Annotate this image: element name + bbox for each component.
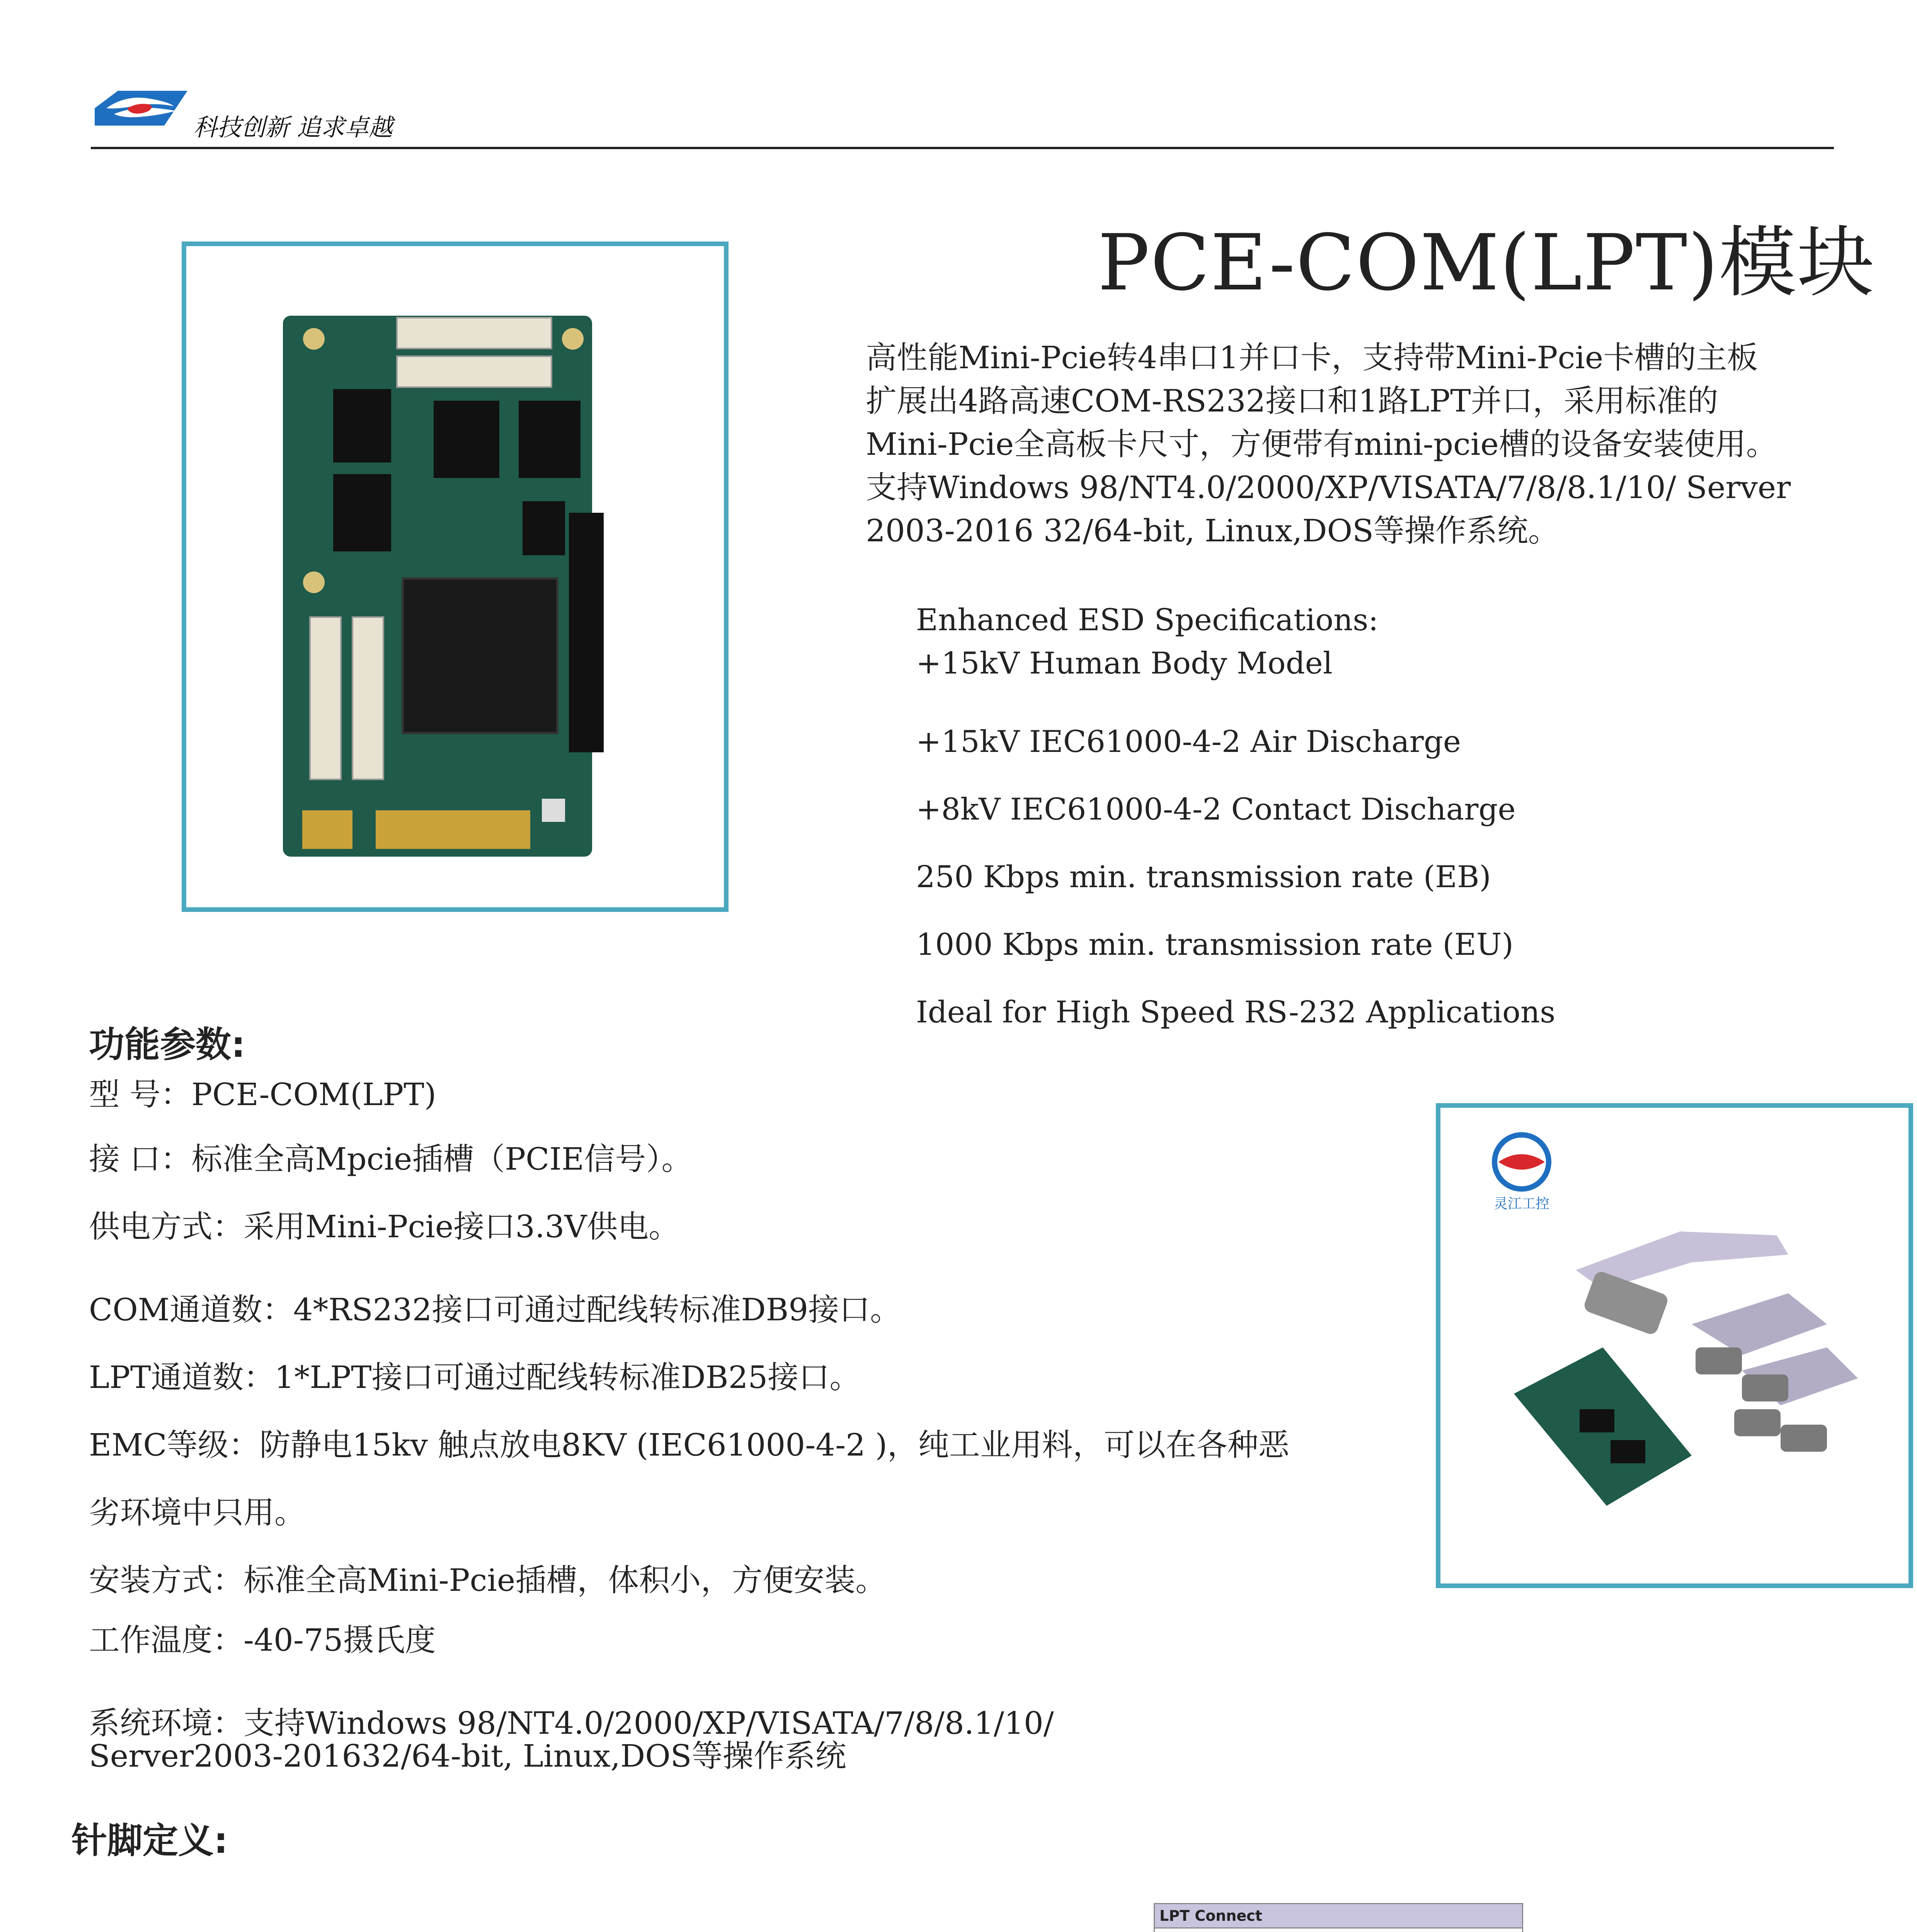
spec-line: 250 Kbps min. transmission rate (EB)	[916, 860, 1491, 895]
spec-line: +8kV IEC61000-4-2 Contact Discharge	[916, 792, 1516, 827]
board-image-frame	[182, 242, 729, 912]
spec-line: +15kV IEC61000-4-2 Air Discharge	[916, 724, 1461, 759]
lpt-col-signal-b	[1391, 1929, 1522, 1932]
pins-heading: 针脚定义:	[72, 1820, 228, 1861]
param-model: 型 号：PCE-COM(LPT)	[89, 1077, 436, 1112]
header-slogan: 科技创新 追求卓越	[193, 113, 393, 141]
param-install: 安装方式：标准全高Mini-Pcie插槽，体积小，方便安装。	[89, 1562, 887, 1598]
param-emc: EMC等级：防静电15kv 触点放电8KV (IEC61000-4-2 )，纯工业用料，可以在各种恶	[89, 1427, 1289, 1463]
lpt-table-title: LPT Connect	[1155, 1904, 1522, 1929]
spec-line: 1000 Kbps min. transmission rate (EU)	[916, 927, 1514, 962]
product-title: PCE-COM(LPT)模块	[1098, 218, 1875, 308]
param-com: COM通道数：4*RS232接口可通过配线转标准DB9接口。	[89, 1292, 901, 1328]
spec-line: +15kV Human Body Model	[916, 646, 1333, 681]
lpt-col-signal-a	[1196, 1929, 1350, 1932]
lpt-col-pin-b	[1350, 1929, 1391, 1932]
param-temp: 工作温度：-40-75摄氏度	[89, 1622, 436, 1658]
intro-line: 支持Windows 98/NT4.0/2000/XP/VISATA/7/8/8.1/10/ Server	[866, 469, 1791, 505]
param-os-cont: Server2003-201632/64-bit, Linux,DOS等操作系统	[89, 1738, 846, 1774]
cable-product-image	[1440, 1108, 1908, 1583]
company-logo	[91, 87, 191, 129]
intro-line: 2003-2016 32/64-bit, Linux,DOS等操作系统。	[866, 513, 1559, 549]
lpt-col-pin-a	[1155, 1929, 1196, 1932]
param-power: 供电方式：采用Mini-Pcie接口3.3V供电。	[89, 1209, 680, 1245]
lpt-pin-table	[1154, 1903, 1523, 1932]
cable-logo-text: 灵江工控	[1493, 1196, 1550, 1212]
spec-line: Ideal for High Speed RS-232 Applications	[916, 995, 1556, 1030]
param-os: 系统环境：支持Windows 98/NT4.0/2000/XP/VISATA/7/8/8.1/10/	[89, 1705, 1054, 1741]
pcb-board-image	[186, 246, 724, 907]
cable-image-frame	[1436, 1103, 1913, 1588]
spec-line: Enhanced ESD Specifications:	[916, 603, 1379, 638]
param-emc-cont: 劣环境中只用。	[89, 1495, 305, 1531]
intro-line: 扩展出4路高速COM-RS232接口和1路LPT并口，采用标准的	[866, 383, 1718, 419]
header-divider	[91, 147, 1834, 149]
intro-line: Mini-Pcie全高板卡尺寸，方便带有mini-pcie槽的设备安装使用。	[866, 426, 1777, 462]
params-heading: 功能参数:	[89, 1024, 245, 1065]
param-interface: 接 口：标准全高Mpcie插槽（PCIE信号）。	[89, 1141, 693, 1177]
param-lpt: LPT通道数：1*LPT接口可通过配线转标准DB25接口。	[89, 1359, 861, 1395]
intro-line: 高性能Mini-Pcie转4串口1并口卡，支持带Mini-Pcie卡槽的主板	[866, 340, 1758, 376]
